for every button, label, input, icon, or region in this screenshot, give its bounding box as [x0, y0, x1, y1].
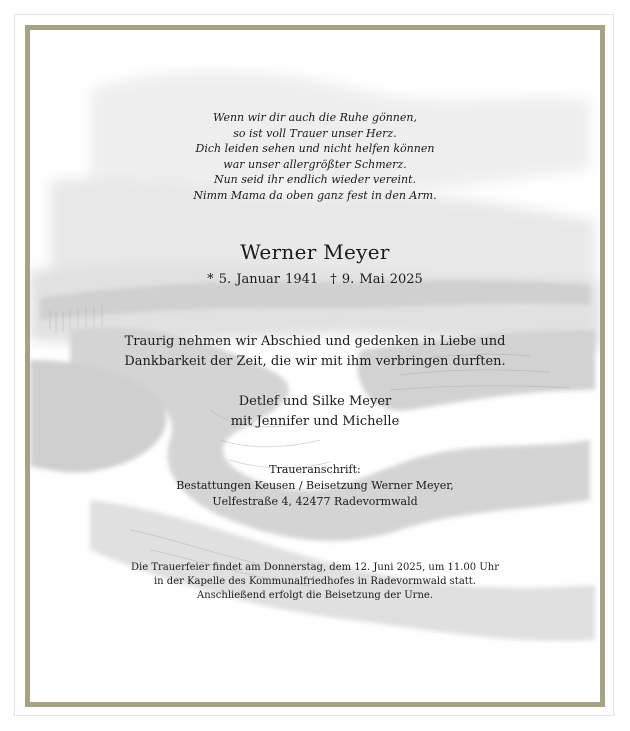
poem-line: Nimm Mama da oben ganz fest in den Arm.: [193, 188, 437, 202]
poem-line: so ist voll Trauer unser Herz.: [233, 126, 397, 140]
birth-date: * 5. Januar 1941: [207, 272, 319, 287]
address-line: Uelfestraße 4, 42477 Radevormwald: [212, 495, 418, 508]
poem-line: war unser allergrößter Schmerz.: [223, 157, 407, 171]
family-names: [30, 392, 600, 432]
address-label: Traueranschrift:: [269, 463, 361, 476]
poem: [30, 110, 600, 204]
life-dates: [30, 272, 600, 287]
death-date: † 9. Mai 2025: [330, 272, 423, 287]
funeral-line: Anschließend erfolgt die Beisetzung der Urne.: [197, 590, 433, 601]
funeral-line: in der Kapelle des Kommunalfriedhofes in Radevormwald statt.: [153, 576, 476, 587]
funeral-info: [30, 561, 600, 603]
family-line: mit Jennifer und Michelle: [230, 414, 400, 429]
family-line: Detlef und Silke Meyer: [238, 394, 392, 409]
address-line: Bestattungen Keusen / Beisetzung Werner Meyer,: [176, 479, 454, 492]
mourning-text: [30, 332, 600, 372]
poem-line: Nun seid ihr endlich wieder vereint.: [213, 173, 417, 187]
poem-line: Wenn wir dir auch die Ruhe gönnen,: [213, 111, 417, 124]
mourning-line: Dankbarkeit der Zeit, die wir mit ihm verbringen durften.: [124, 354, 506, 369]
funeral-line: Die Trauerfeier findet am Donnerstag, dem 12. Juni 2025, um 11.00 Uhr: [131, 562, 499, 573]
poem-line: Dich leiden sehen und nicht helfen können: [195, 142, 435, 156]
deceased-name: Werner Meyer: [240, 240, 390, 264]
mourning-line: Traurig nehmen wir Abschied und gedenken in Liebe und: [124, 334, 506, 349]
notice-content: [30, 30, 600, 702]
mourning-address: [30, 462, 600, 510]
notice-frame: [25, 25, 605, 707]
